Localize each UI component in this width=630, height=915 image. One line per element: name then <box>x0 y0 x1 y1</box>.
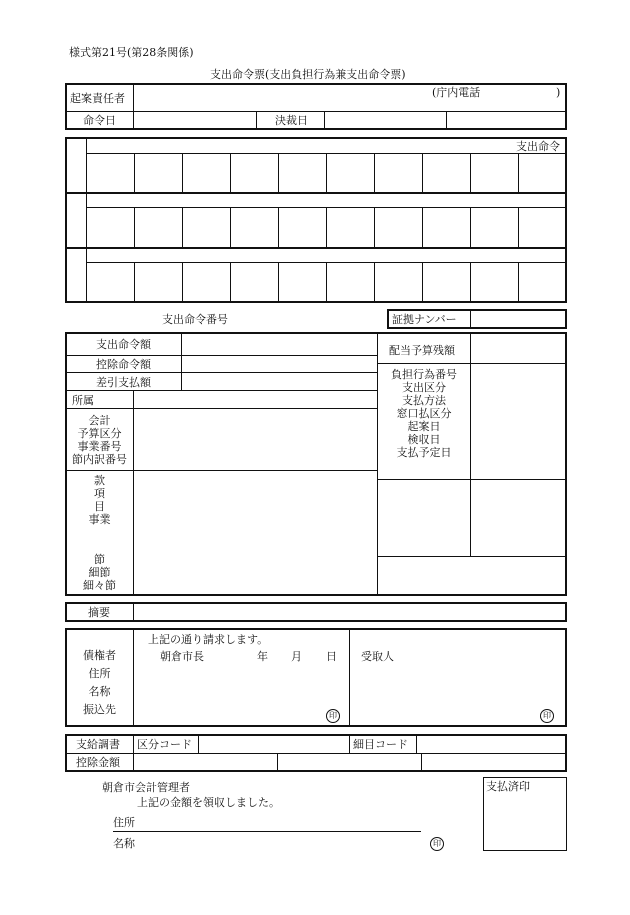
grid-column-line <box>518 262 519 302</box>
decision-date-label: 決裁日 <box>275 114 308 127</box>
grid-column-line <box>374 153 375 192</box>
grid-column-line <box>518 207 519 247</box>
grid-column-line <box>230 153 231 192</box>
category-code-label: 区分コード <box>137 738 192 751</box>
received-text: 上記の金額を領収しました。 <box>137 796 280 809</box>
grid-column-line <box>182 262 183 302</box>
phone-close: ) <box>556 86 561 99</box>
paid-stamp-label: 支払済印 <box>486 780 530 793</box>
allocated-budget-balance-label: 配当予算残額 <box>389 344 455 357</box>
order-amount-label: 支出命令額 <box>96 338 151 351</box>
receiver-seal-icon: 印 <box>540 709 554 723</box>
grid-column-line <box>134 207 135 247</box>
net-amount-label: 差引支払額 <box>96 376 151 389</box>
grid-column-line <box>326 262 327 302</box>
grid-label-column <box>86 138 87 302</box>
details-labels: 負担行為番号 支出区分 支払方法 窓口払区分 起案日 検収日 支払予定日 <box>391 368 457 459</box>
decision-date-field[interactable] <box>325 112 446 129</box>
accounting-labels: 会計 予算区分 事業番号 節内訳番号 <box>72 414 127 466</box>
grid-column-line <box>278 262 279 302</box>
evidence-number-label: 証拠ナンバー <box>392 313 457 326</box>
grid-column-line <box>278 153 279 192</box>
drafter-label: 起案責任者 <box>70 92 125 105</box>
detail-code-field[interactable] <box>417 736 565 753</box>
order-date-label: 命令日 <box>83 114 116 127</box>
grid-column-line <box>422 153 423 192</box>
year-label: 年 <box>257 650 268 663</box>
receiver-label: 受取人 <box>361 650 394 663</box>
budget-labels-bottom: 節 細節 細々節 <box>83 553 116 592</box>
grid-column-line <box>182 207 183 247</box>
grid-column-line <box>134 153 135 192</box>
summary-field[interactable] <box>134 603 565 621</box>
payment-document-label: 支給調書 <box>76 738 120 751</box>
grid-section-divider <box>66 247 566 249</box>
mayor-label: 朝倉市長 <box>160 650 204 663</box>
order-number-label: 支出命令番号 <box>162 313 228 326</box>
creditor-labels: 債権者 住所 名称 振込先 <box>83 649 116 716</box>
grid-column-line <box>470 207 471 247</box>
request-text: 上記の通り請求します。 <box>148 633 269 646</box>
category-code-field[interactable] <box>199 736 349 753</box>
grid-section-divider <box>66 192 566 194</box>
detail-code-label: 細目コード <box>353 738 408 751</box>
grid-column-line <box>134 262 135 302</box>
order-date-field[interactable] <box>134 112 256 129</box>
summary-label: 摘要 <box>88 606 110 619</box>
deduction-total-label: 控除金額 <box>76 756 120 769</box>
manager-label: 朝倉市会計管理者 <box>102 781 190 794</box>
grid-column-line <box>518 153 519 192</box>
creditor-box <box>65 628 567 727</box>
order-grid <box>65 137 567 303</box>
receipt-seal-icon: 印 <box>430 837 444 851</box>
grid-column-line <box>374 262 375 302</box>
grid-column-line <box>326 207 327 247</box>
form-title: 支出命令票(支出負担行為兼支出命令票) <box>210 68 406 81</box>
grid-column-line <box>374 207 375 247</box>
form-number: 様式第21号(第28条関係) <box>69 46 194 59</box>
grid-column-line <box>422 207 423 247</box>
grid-column-line <box>230 207 231 247</box>
receipt-address-label: 住所 <box>113 816 135 829</box>
phone-label: (庁内電話 <box>432 86 481 99</box>
creditor-seal-icon: 印 <box>326 709 340 723</box>
month-label: 月 <box>291 650 302 663</box>
grid-column-line <box>230 262 231 302</box>
grid-column-line <box>278 207 279 247</box>
grid-column-line <box>182 153 183 192</box>
evidence-number-field[interactable] <box>471 310 565 328</box>
day-label: 日 <box>326 650 337 663</box>
grid-column-line <box>470 153 471 192</box>
grid-column-line <box>326 153 327 192</box>
order-grid-label: 支出命令 <box>516 140 560 153</box>
deduction-amount-field[interactable] <box>182 356 377 372</box>
grid-column-line <box>422 262 423 302</box>
budget-labels-top: 款 項 目 事業 <box>88 474 111 526</box>
order-amount-field[interactable] <box>182 334 377 355</box>
net-amount-field[interactable] <box>182 373 377 390</box>
department-label: 所属 <box>72 394 94 407</box>
deduction-amount-label: 控除命令額 <box>96 358 151 371</box>
grid-column-line <box>470 262 471 302</box>
receipt-name-label: 名称 <box>113 837 135 850</box>
